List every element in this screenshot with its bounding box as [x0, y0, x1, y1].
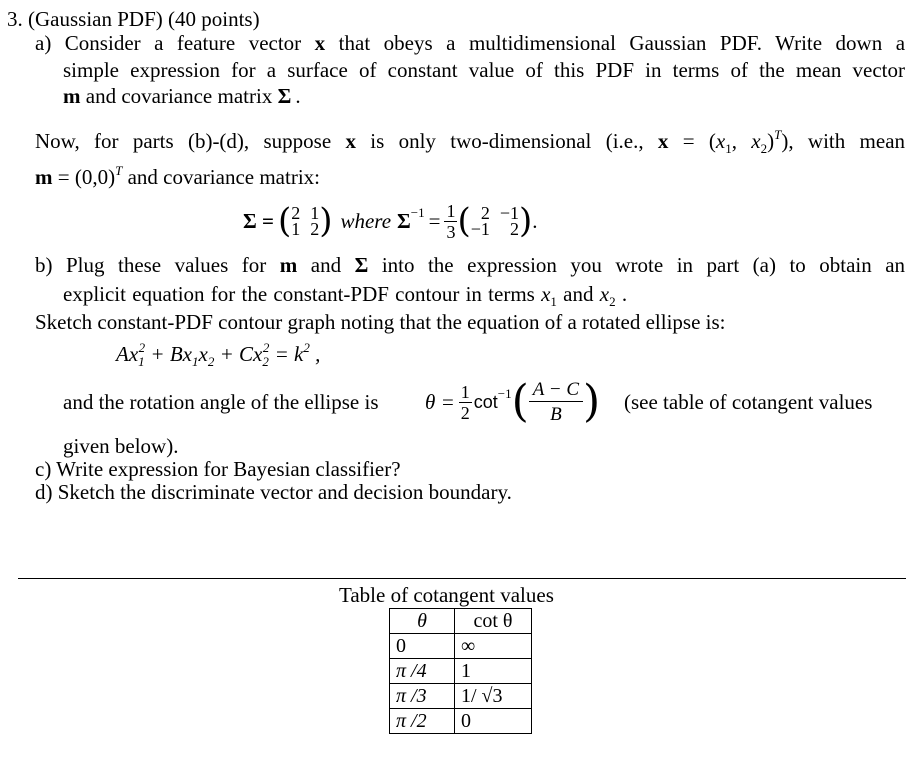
cot-inverse-exponent: −1 [497, 385, 512, 401]
x-definition: $x = (x_1$, $x_2)^T$), with mean [657, 127, 906, 156]
table-cell: 1 [455, 659, 532, 684]
table-row [390, 709, 532, 734]
sketch-instruction: Sketch constant-PDF contour graph noting that the equation of a rotated ellipse is: [35, 310, 726, 334]
vector-x: x [314, 31, 326, 55]
mean-vector-m: m [63, 84, 81, 108]
part-a-line2: simple expression for a surface of constant value of this PDF in terms of the mean vector [63, 58, 905, 82]
table-cell: 1/ √3 [455, 684, 532, 709]
one-third-fraction: $\frac{1}{3}$ [446, 200, 456, 242]
sigma-lhs: Σ = [243, 208, 274, 233]
table-cell: 0 [390, 634, 455, 659]
part-a-text-end: that obeys a multidimensional Gaussian PDF. Write down a [338, 31, 906, 55]
inverse-exponent: −1 [410, 204, 425, 220]
inv-entry: 2 [510, 219, 520, 239]
see-table-text: (see table of cotangent values [624, 390, 873, 414]
now-text-mid: is only two-dimensional (i.e., [370, 129, 644, 153]
table-row [390, 659, 532, 684]
problem-title: 3. (Gaussian PDF) (40 points) [7, 7, 260, 31]
table-caption: Table of cotangent values [339, 583, 554, 607]
now-line2-end: and covariance matrix: [122, 165, 320, 189]
equals-sign: = [428, 208, 441, 233]
sigma-entry: 2 [291, 203, 301, 223]
part-b-line2: explicit equation for the constant-PDF contour in terms $x_1$ and $x_2$ . [63, 282, 628, 309]
sigma-entry: 2 [310, 219, 320, 239]
table-cell: 0 [455, 709, 532, 734]
mean-value: = (0,0) [57, 165, 116, 189]
part-d: d) Sketch the discriminate vector and decision boundary. [35, 480, 512, 504]
header-theta: θ [390, 609, 455, 634]
part-a-line1 [35, 33, 905, 54]
left-paren-2: ( [457, 201, 471, 241]
inv-entry: −1 [499, 203, 520, 223]
trailing-dot: . [532, 208, 538, 233]
table-cell: π /4 [390, 659, 455, 684]
sigma-entry: 1 [291, 219, 301, 239]
table-cell: π /3 [390, 684, 455, 709]
right-paren-3: ) [583, 376, 601, 427]
now-line1 [35, 127, 906, 156]
sigma-inverse: Σ [397, 208, 411, 233]
header-cot-theta: cot θ [455, 609, 532, 634]
right-paren-2: ) [519, 201, 533, 241]
m-symbol-b: m [279, 253, 298, 277]
part-b-line1 [35, 255, 905, 276]
cot-function: cot [473, 392, 498, 412]
left-paren-3: ( [511, 376, 529, 427]
part-a-text-start: a) Consider a feature vector [35, 31, 302, 55]
part-a-period: . [295, 84, 301, 108]
inv-entry: −1 [470, 219, 490, 239]
mean-m: m [35, 165, 53, 189]
part-b-start: b) Plug these values for [35, 253, 267, 277]
covariance-equation [243, 197, 538, 245]
a-minus-c-over-b: $\frac{A - C}{B}$ [529, 380, 583, 424]
table-header-row [390, 609, 532, 634]
sigma-symbol-b: Σ [354, 253, 369, 277]
table-row [390, 684, 532, 709]
part-c: c) Write expression for Bayesian classifier? [35, 457, 401, 481]
sigma-matrix [291, 205, 319, 237]
vector-x-2: x [345, 129, 356, 153]
table-row [390, 634, 532, 659]
given-below-text: given below). [63, 434, 179, 458]
transpose-T: T [115, 163, 123, 178]
rotation-formula [425, 375, 600, 429]
table-cell: ∞ [455, 634, 532, 659]
left-paren: ( [277, 201, 292, 241]
rotation-text: and the rotation angle of the ellipse is [63, 390, 379, 414]
part-a-line3-mid: and covariance matrix [80, 84, 278, 108]
part-a-line3 [63, 86, 301, 107]
table-cell: π /2 [390, 709, 455, 734]
part-b-end: into the expression you wrote in part (a) to obtain an [381, 253, 906, 277]
cotangent-table [389, 608, 532, 734]
horizontal-divider [18, 578, 906, 579]
where-word: where [340, 208, 392, 233]
theta-eq: θ = [425, 389, 455, 414]
sigma-entry: 1 [310, 203, 320, 223]
inv-entry: 2 [480, 203, 490, 223]
sigma-inverse-matrix [471, 205, 519, 237]
and-word: and [310, 253, 342, 277]
now-line2 [35, 163, 320, 189]
ellipse-equation: $Ax_1^2 + Bx_1x_2 + Cx_2^2 = k^2$ , [116, 340, 321, 369]
now-text-start: Now, for parts (b)-(d), suppose [35, 129, 332, 153]
sigma-symbol: Σ [277, 84, 292, 108]
right-paren: ) [319, 201, 333, 241]
half-fraction: $\frac{1}{2}$ [460, 381, 470, 423]
